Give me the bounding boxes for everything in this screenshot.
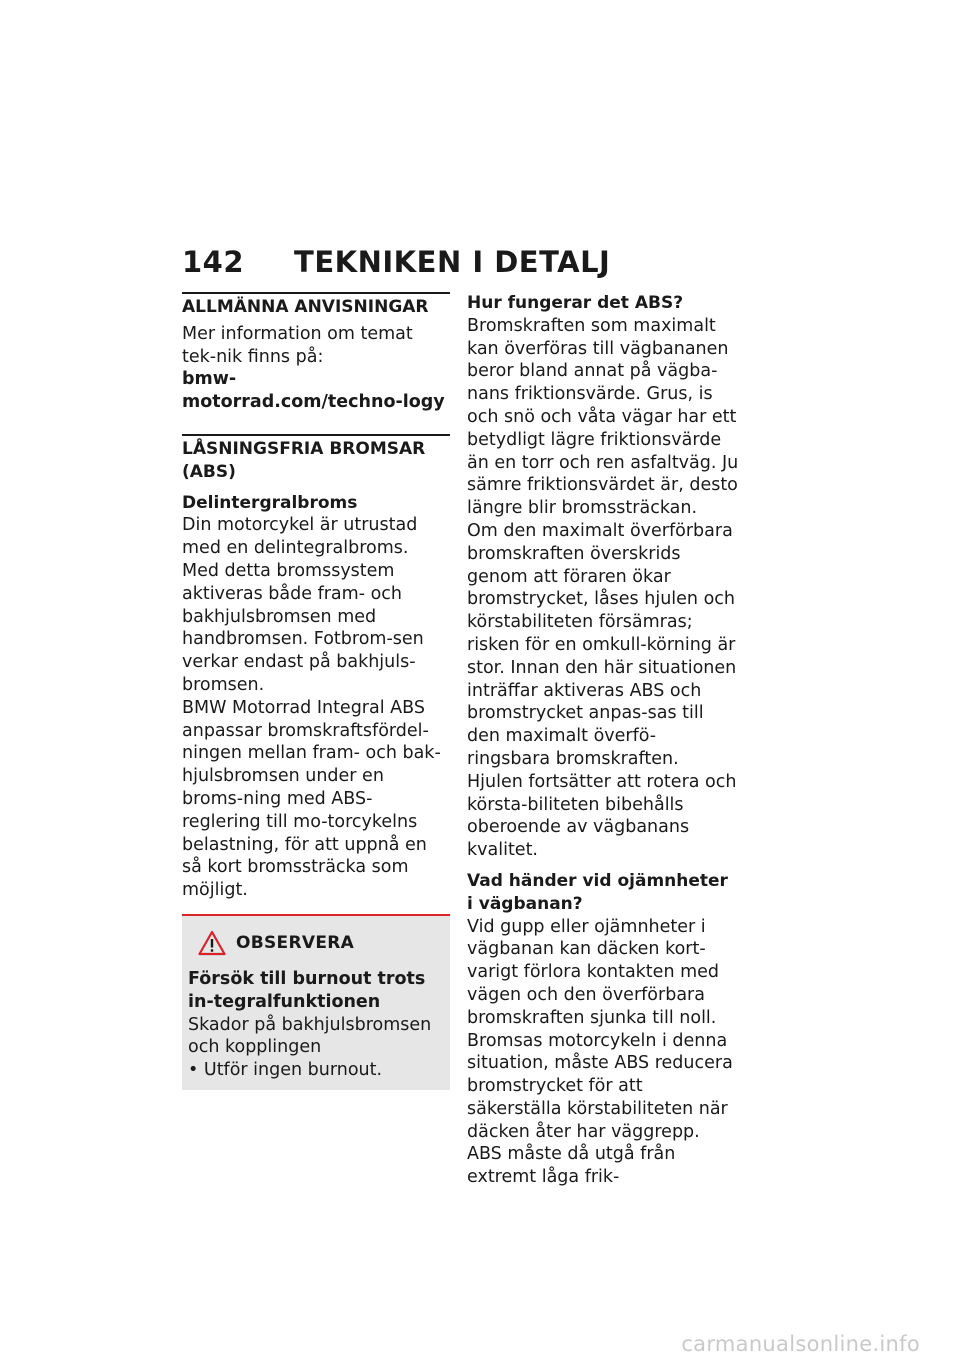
notice-bullet: • Utför ingen burnout. [188, 1060, 383, 1081]
abs-para-1: Din motorcykel är utrustad med en delintegralbroms. Med detta bromssystem aktiveras både fram- och bakhjulsbromsen med handbromsen. Fotbrom-sen verkar endast på bakhjuls-bromsen. [182, 515, 424, 695]
general-heading: ALLMÄNNA ANVISNINGAR [182, 292, 450, 319]
notice-text: Skador på bakhjulsbromsen och kopplingen [188, 1014, 432, 1058]
warning-triangle-icon [198, 930, 226, 956]
bumps-heading: Vad händer vid ojämnheter i vägbanan? [467, 870, 728, 914]
chapter-title: TEKNIKEN I DETALJ [294, 245, 611, 279]
how-heading: Hur fungerar det ABS? [467, 293, 684, 313]
how-para-2: Om den maximalt överförbara bromskraften överskrids genom att föraren ökar bromstrycket, låses hjulen och körstabiliteten försämras; risken för en omkull-körning är stor. Innan den här situationen inträffar aktiveras ABS och bromstrycket anpas-sas till den maximalt överfö-ringsbara bromskraften. Hjulen fortsätter att rotera och körsta-biliteten bibehålls oberoende av vägbanans kvalitet. [467, 520, 737, 861]
right-column [467, 292, 739, 1189]
general-text: Mer information om temat tek-nik finns på: [182, 323, 413, 367]
notice-head [198, 930, 444, 956]
page-header [182, 242, 610, 282]
how-para-1: Bromskraften som maximalt kan överföras till vägbananen beror bland annat på vägba-nans friktionsvärde. Grus, is och snö och våta vägar har ett betydligt lägre friktionsvärde än en torr och ren asfaltväg. Ju sämre friktionsvärdet är, desto längre blir bromssträckan. [467, 315, 739, 519]
notice-box [182, 914, 450, 1090]
left-column [182, 292, 450, 1090]
notice-title: OBSERVERA [236, 932, 355, 953]
abs-para-2: BMW Motorrad Integral ABS anpassar bromskraftsfördel-ningen mellan fram- och bak-hjulsbromsen under en broms-ning med ABS-reglering till mo-torcykelns belastning, för att uppnå en så kort bromssträcka som möjligt. [182, 697, 441, 901]
notice-sub-heading: Försök till burnout trots in-tegralfunktionen [188, 968, 426, 1012]
bumps-para-1: Vid gupp eller ojämnheter i vägbanan kan däcken kort-varigt förlora kontakten med vägen och den överförbara bromskraften sjunka till noll. Bromsas motorcykeln i denna situation, måste ABS reducera bromstrycket för att säkerställa körstabiliteten när däcken åter har väggrepp. ABS måste då utgå från extremt låga frik- [467, 916, 733, 1188]
page-number: 142 [182, 245, 245, 279]
techno-link[interactable]: bmw-motorrad.com/techno-logy [182, 369, 445, 413]
watermark: carmanualsonline.info [681, 1332, 920, 1356]
abs-sub-heading: Delintergralbroms [182, 492, 358, 513]
abs-heading: LÅSNINGSFRIA BROMSAR (ABS) [182, 434, 450, 484]
